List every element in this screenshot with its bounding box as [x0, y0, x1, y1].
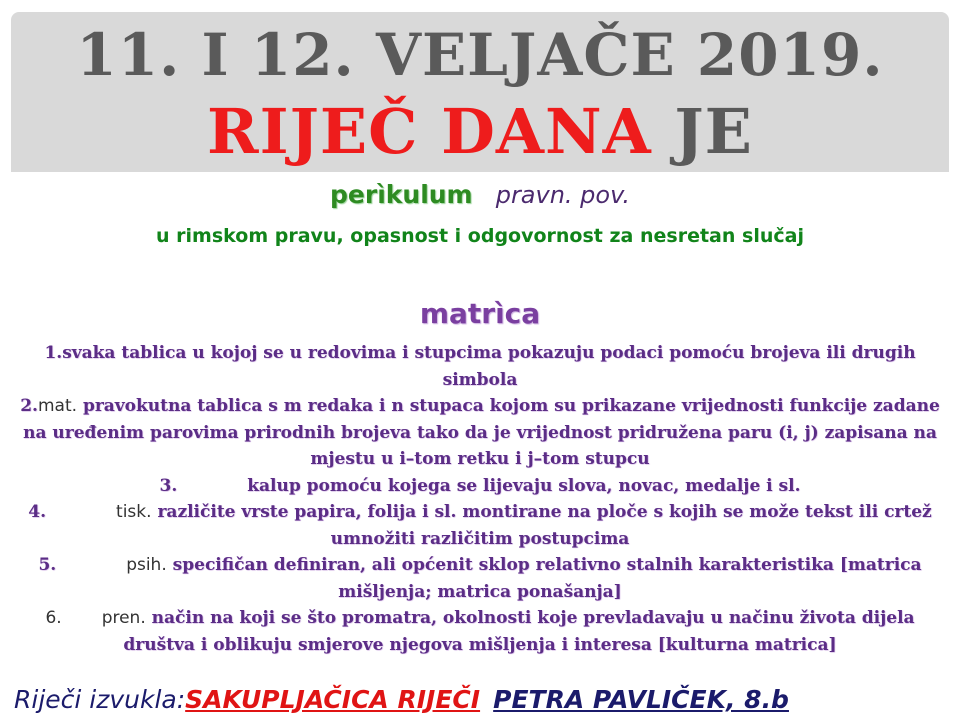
- author-name: PETRA PAVLIČEK, 8.b: [493, 685, 789, 714]
- entry1-term: perìkulum: [330, 180, 473, 209]
- entry1-header: [0, 176, 960, 217]
- definition-qualifier: tisk.: [116, 502, 152, 522]
- credit-label: Riječi izvukla:: [14, 685, 186, 714]
- word-of-day-heading: [11, 96, 949, 168]
- word-of-day-is: JE: [674, 95, 753, 168]
- definition-item: [8, 552, 952, 605]
- entry1-label: pravn. pov.: [495, 181, 630, 209]
- definition-number: 2.: [20, 396, 38, 416]
- definition-qualifier: mat.: [37, 396, 78, 416]
- definition-item: [8, 340, 952, 393]
- entry2-term: matrìca: [419, 297, 541, 330]
- definition-text: kalup pomoću kojega se lijevaju slova, novac, medalje i sl.: [247, 475, 801, 496]
- definition-text: način na koji se što promatra, okolnosti koje prevladavaju u načinu života dijela društva i oblikuju smjerove njegova mišljenja i interesa [kulturna matrica]: [123, 608, 915, 655]
- definition-text: specifičan definiran, ali općenit sklop relativno stalnih karakteristika [matrica mišljenja; matrica ponašanja]: [172, 555, 922, 602]
- definition-item: [8, 605, 952, 658]
- title-banner: [11, 12, 949, 172]
- definition-number: 1.: [44, 343, 63, 363]
- definition-number: 6.: [45, 608, 62, 628]
- date-heading: 11. I 12. VELJAČE 2019.: [76, 21, 884, 89]
- definition-item: [8, 499, 952, 552]
- definition-number: 4.: [28, 502, 47, 522]
- entry1-definition: u rimskom pravu, opasnost i odgovornost za nesretan slučaj: [156, 225, 804, 247]
- definition-number: 3.: [159, 475, 178, 496]
- definition-text: pravokutna tablica s m redaka i n stupaca kojom su prikazane vrijednosti funkcije zadane na uređenim parovima prirodnih brojeva tako da je vrijednost pridružena paru (i, j) zapisana na mjestu u i–tom retku i j–tom stupcu: [23, 396, 940, 469]
- definition-text: različite vrste papira, folija i sl. montirane na ploče s kojih se može tekst ili crtež umnožiti različitim postupcima: [157, 502, 932, 549]
- definition-item: [8, 393, 952, 473]
- word-of-day-title: RIJEČ DANA: [207, 95, 652, 168]
- definition-qualifier: pren.: [101, 608, 146, 628]
- definition-number: 5.: [38, 555, 57, 575]
- collector-name: SAKUPLJAČICA RIJEČI: [185, 685, 481, 714]
- definition-text: svaka tablica u kojoj se u redovima i stupcima pokazuju podaci pomoću brojeva ili drugih simbola: [62, 343, 916, 390]
- definition-qualifier: psih.: [126, 555, 167, 575]
- credit-line: [14, 680, 954, 723]
- entry2-definitions: [8, 340, 952, 658]
- definition-item: [8, 473, 952, 500]
